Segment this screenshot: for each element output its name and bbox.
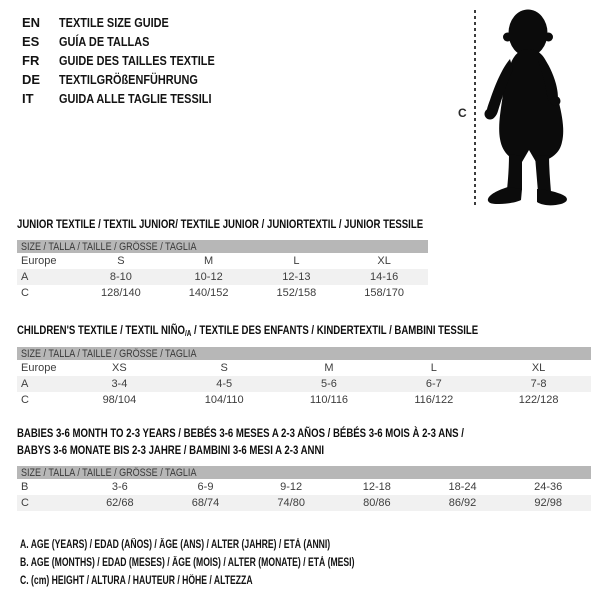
note-text: C. (cm) HEIGHT / ALTURA / HAUTEUR / HÖHE / ALTEZZA: [20, 575, 253, 587]
value-cell: 3-4: [111, 378, 128, 390]
value-cell: 4-5: [216, 378, 233, 390]
value-cell: 10-12: [194, 271, 223, 283]
language-code: FR: [22, 53, 40, 68]
children-heading-subscript: /A: [184, 329, 192, 338]
value-cell: 24-36: [534, 481, 563, 493]
table-row-age: [17, 269, 428, 285]
size-cell: S: [220, 362, 228, 374]
language-code: DE: [22, 72, 41, 87]
value-cell: 6-9: [197, 481, 214, 493]
language-title: TEXTILGRÖßENFÜHRUNG: [59, 72, 198, 87]
language-code: IT: [22, 91, 34, 106]
babies-size-table: [17, 466, 591, 511]
babies-heading-line2: BABYS 3-6 MONATE BIS 2-3 JAHRE / BAMBINI 3-6 MESI A 2-3 ANNI: [17, 443, 325, 457]
table-row-age: [17, 376, 591, 392]
language-title: GUIDA ALLE TAGLIE TESSILI: [59, 91, 212, 106]
language-row-es: [22, 32, 244, 51]
value-cell: 7-8: [530, 378, 547, 390]
value-cell: 5-6: [321, 378, 337, 390]
size-cell: XL: [377, 255, 391, 267]
note-text: B. AGE (MONTHS) / EDAD (MESES) / ÂGE (MOIS) / ALTER (MONATE) / ETÀ (MESI): [20, 557, 355, 569]
toddler-silhouette-shape: [485, 10, 567, 206]
note-age-months: [20, 554, 466, 572]
value-cell: 128/140: [100, 287, 141, 299]
row-label: Europe: [21, 255, 57, 267]
value-cell: 62/68: [106, 497, 134, 509]
size-header-bar: [17, 466, 591, 479]
row-label: C: [21, 287, 29, 299]
value-cell: 110/116: [309, 394, 349, 406]
size-header-bar: [17, 240, 428, 253]
value-cell: 104/110: [204, 394, 244, 406]
value-cell: 74/80: [277, 497, 305, 509]
value-cell: 3-6: [111, 481, 128, 493]
table-row-height: [17, 392, 591, 408]
row-label: C: [21, 497, 29, 509]
language-title: TEXTILE SIZE GUIDE: [59, 15, 169, 30]
size-cell: XS: [112, 362, 127, 374]
size-cell: XL: [531, 362, 546, 374]
table-row-age-months: [17, 479, 591, 495]
table-row-europe: [17, 253, 428, 269]
language-code: EN: [22, 15, 41, 30]
table-row-height: [17, 285, 428, 301]
table-row-europe: [17, 360, 591, 376]
row-label: A: [21, 378, 29, 390]
value-cell: 158/170: [364, 287, 404, 299]
value-cell: 68/74: [191, 497, 220, 509]
value-cell: 14-16: [370, 271, 399, 283]
size-cell: S: [117, 255, 125, 267]
junior-heading-text: JUNIOR TEXTILE / TEXTIL JUNIOR/ TEXTILE JUNIOR / JUNIORTEXTIL / JUNIOR TESSILE: [17, 217, 424, 231]
children-size-table: [17, 347, 591, 408]
row-label: B: [21, 481, 29, 493]
value-cell: 152/158: [276, 287, 317, 299]
value-cell: 18-24: [448, 481, 477, 493]
note-height-cm: [20, 572, 466, 590]
language-title-list: [22, 13, 244, 108]
size-cell: M: [324, 362, 334, 374]
language-code: ES: [22, 34, 40, 49]
value-cell: 92/98: [534, 497, 562, 509]
legend-notes: [20, 536, 466, 590]
babies-heading-line1: BABIES 3-6 MONTH TO 2-3 YEARS / BEBÉS 3-6 MESES A 2-3 AÑOS / BÉBÉS 3-6 MOIS À 2-3 ANS /: [17, 426, 464, 440]
size-header-label: SIZE / TALLA / TAILLE / GRÖSSE / TAGLIA: [21, 466, 197, 479]
toddler-silhouette-image: [481, 4, 575, 208]
note-age-years: [20, 536, 466, 554]
row-label: A: [21, 271, 29, 283]
value-cell: 9-12: [280, 481, 303, 493]
note-text: A. AGE (YEARS) / EDAD (AÑOS) / ÂGE (ANS) / ALTER (JAHRE) / ETÀ (ANNI): [20, 539, 331, 551]
children-heading-text: CHILDREN'S TEXTILE / TEXTIL NIÑO/A / TEXTILE DES ENFANTS / KINDERTEXTIL / BAMBINI TESSILE: [17, 323, 479, 338]
value-cell: 140/152: [188, 287, 229, 299]
size-header-bar: [17, 347, 591, 360]
junior-section-heading: [17, 216, 525, 233]
value-cell: 6-7: [425, 378, 442, 390]
size-cell: M: [204, 255, 214, 267]
language-row-it: [22, 89, 244, 108]
value-cell: 12-13: [282, 271, 311, 283]
children-section-heading: [17, 322, 593, 342]
language-title: GUIDE DES TAILLES TEXTILE: [59, 53, 215, 68]
value-cell: 86/92: [448, 497, 477, 509]
height-marker-label: C: [458, 106, 467, 120]
value-cell: 8-10: [109, 271, 132, 283]
row-label: Europe: [21, 362, 57, 374]
language-title: GUÍA DE TALLAS: [59, 34, 150, 49]
height-measure-dotted-line: [474, 10, 476, 206]
size-header-label: SIZE / TALLA / TAILLE / GRÖSSE / TAGLIA: [21, 347, 197, 360]
babies-section-heading: [17, 425, 576, 459]
size-cell: L: [430, 362, 437, 374]
value-cell: 12-18: [362, 481, 391, 493]
size-cell: L: [293, 255, 300, 267]
row-label: C: [21, 394, 29, 406]
junior-size-table: [17, 240, 428, 301]
language-row-de: [22, 70, 244, 89]
size-header-label: SIZE / TALLA / TAILLE / GRÖSSE / TAGLIA: [21, 240, 197, 253]
language-row-en: [22, 13, 244, 32]
value-cell: 122/128: [518, 394, 559, 406]
value-cell: 116/122: [414, 394, 454, 406]
language-row-fr: [22, 51, 244, 70]
value-cell: 98/104: [102, 394, 137, 406]
value-cell: 80/86: [363, 497, 391, 509]
table-row-height: [17, 495, 591, 511]
